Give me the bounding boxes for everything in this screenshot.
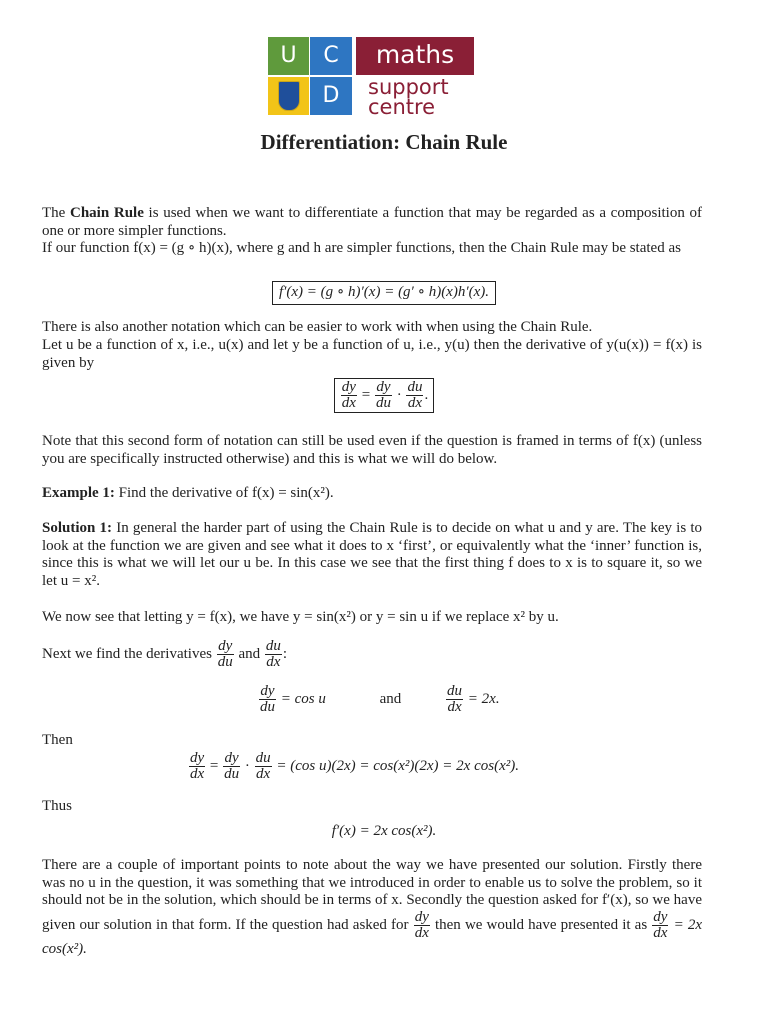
derivative-equations: $\frac{dy}{du}$ = cos u and $\frac{du}{dx}$ = 2x. xyxy=(260,683,500,715)
logo-c-cell: C xyxy=(310,37,352,75)
notation-paragraph: There is also another notation which can be easier to work with when using the Chain Rule. xyxy=(42,319,593,335)
logo-d-cell: D xyxy=(310,77,352,115)
intro-paragraph: The Chain Rule is used when we want to differentiate a function that may be regarded as a composition of one or more simpler functions. xyxy=(42,205,702,239)
solution-1: Solution 1: In general the harder part of using the Chain Rule is to decide on what u and y are. The key is to look at the function we are given and see what it does to x ‘first’, or equivalently what the ‘inner’ function is, since this is what we will let our u be. In this case we see that the first thing f does to x is to square it, so we let u = x². xyxy=(42,520,703,589)
presentation-notes: There are a couple of important points to note about the way we have presented our solution. Firstly there was no u in the question, it was something that we introduced in order to enable us to solve the problem, so it should not be in the solution, which should be in terms of x. Secondly the question asked for f′(x), so we have given our solution in that form. If the question had asked for $\frac{dy}{dx}$ then we would have presented it as $\frac{dy}{dx}$ = 2x cos(x²). xyxy=(42,857,702,957)
example-1: Example 1: Find the derivative of f(x) = sin(x²). xyxy=(42,485,334,501)
ucd-crest-icon xyxy=(278,81,300,111)
then-label: Then xyxy=(42,732,73,748)
page-title: Differentiation: Chain Rule xyxy=(260,130,508,154)
logo-maths: maths xyxy=(356,37,474,75)
notation-note: Note that this second form of notation can still be used even if the question is framed in terms of f(x) (unless you are specifically instructed otherwise) and this is what we will do below. xyxy=(42,433,702,467)
leibniz-formula: $\frac{dy}{dx}$ = $\frac{dy}{du}$ · $\frac{du}{dx}$ . xyxy=(0,378,768,413)
chain-rule-formula: f′(x) = (g ∘ h)′(x) = (g′ ∘ h)(x)h′(x). xyxy=(0,281,768,305)
ucd-maths-support-logo xyxy=(268,37,474,117)
notation-paragraph-2: Let u be a function of x, i.e., u(x) and let y be a function of u, i.e., y(u) then the derivative of y(u(x)) = f(x) is given by xyxy=(42,337,702,371)
thus-label: Thus xyxy=(42,798,72,814)
solution-step-2: We now see that letting y = f(x), we have y = sin(x²) or y = sin u if we replace x² by u. xyxy=(42,609,559,625)
final-answer: f′(x) = 2x cos(x²). xyxy=(331,823,437,839)
chain-rule-computation: $\frac{dy}{dx}$ = $\frac{dy}{du}$ · $\frac{du}{dx}$ = (cos u)(2x) = cos(x²)(2x) = 2x cos(x²). xyxy=(190,750,519,782)
logo-u-cell: U xyxy=(268,37,309,75)
logo-support-centre: support centre xyxy=(368,75,449,119)
solution-step-3: Next we find the derivatives $\frac{dy}{du}$ and $\frac{du}{dx}$ : xyxy=(42,638,288,670)
intro-paragraph-2: If our function f(x) = (g ∘ h)(x), where g and h are simpler functions, then the Chain Rule may be stated as xyxy=(42,240,681,256)
